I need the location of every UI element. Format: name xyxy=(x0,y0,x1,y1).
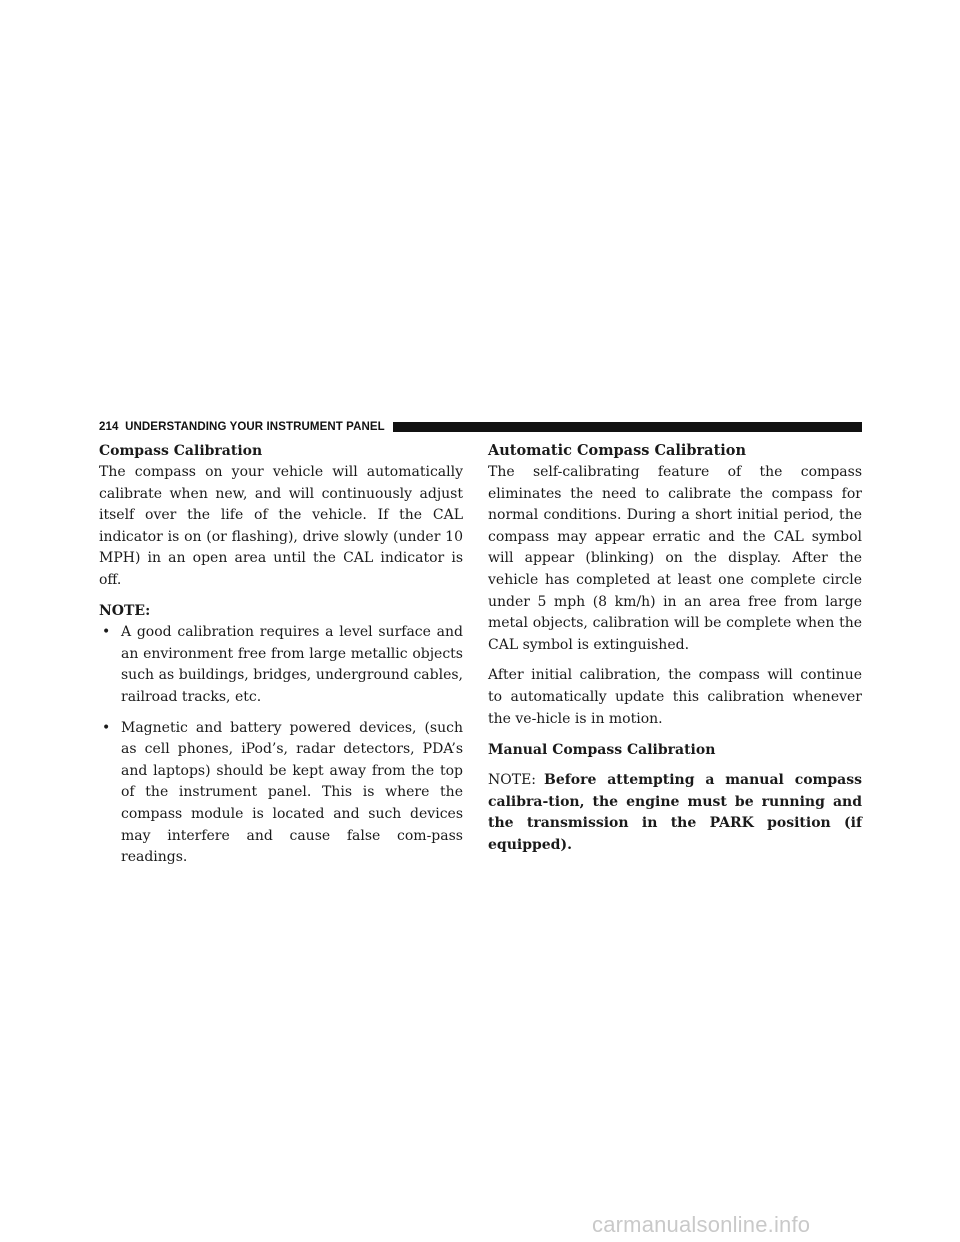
bullet-text: A good calibration requires a level surface and an environment free from large metallic objects such as buildings, bridges, underground cables, railroad tracks, etc. xyxy=(121,624,463,705)
page-number: 214 xyxy=(99,421,119,433)
watermark: carmanualsonline.info xyxy=(592,1212,811,1237)
bullet-text: Magnetic and battery powered devices, (such as cell phones, iPod’s, radar detectors, PDA’s and laptops) should be kept away from the top of the instrument panel. This is where the compass module is located and such devices may interfere and cause false com-pass readings. xyxy=(121,719,463,866)
after-calibration-paragraph: After initial calibration, the compass will continue to automatically update this calibration whenever the ve-hicle is in motion. xyxy=(488,667,862,727)
manual-calibration-note xyxy=(488,770,862,856)
page-header xyxy=(99,418,862,436)
note-label: NOTE: xyxy=(99,602,151,619)
compass-intro-paragraph: The compass on your vehicle will automatically calibrate when new, and will continuously adjust itself over the life of the vehicle. If the CAL indicator is on (or flashing), drive slowly (under 10 MPH) in an open area until the CAL indicator is off. xyxy=(99,464,463,588)
right-column xyxy=(488,440,862,857)
list-item xyxy=(99,718,463,869)
note-label: NOTE: xyxy=(488,772,537,789)
automatic-calibration-paragraph: The self-calibrating feature of the compass eliminates the need to calibrate the compass for normal conditions. During a short initial period, the compass may appear erratic and the CAL symbol will appear (blinking) on the display. After the vehicle has completed at least one complete circle under 5 mph (8 km/h) in an area free from large metal objects, calibration will be complete when the CAL symbol is extinguished. xyxy=(488,464,862,653)
heading-automatic-calibration: Automatic Compass Calibration xyxy=(488,442,746,459)
heading-manual-calibration: Manual Compass Calibration xyxy=(488,742,716,759)
page-number-and-section xyxy=(99,421,385,433)
section-title: UNDERSTANDING YOUR INSTRUMENT PANEL xyxy=(125,421,385,433)
left-column xyxy=(99,440,463,869)
list-item xyxy=(99,622,463,708)
bullet-icon: • xyxy=(102,719,111,736)
heading-compass-calibration: Compass Calibration xyxy=(99,443,263,459)
header-rule xyxy=(393,422,862,432)
note-text: Before attempting a manual compass calibra-tion, the engine must be running and the transmission in the PARK position (if equipped). xyxy=(488,772,862,853)
bullet-icon: • xyxy=(102,624,111,641)
